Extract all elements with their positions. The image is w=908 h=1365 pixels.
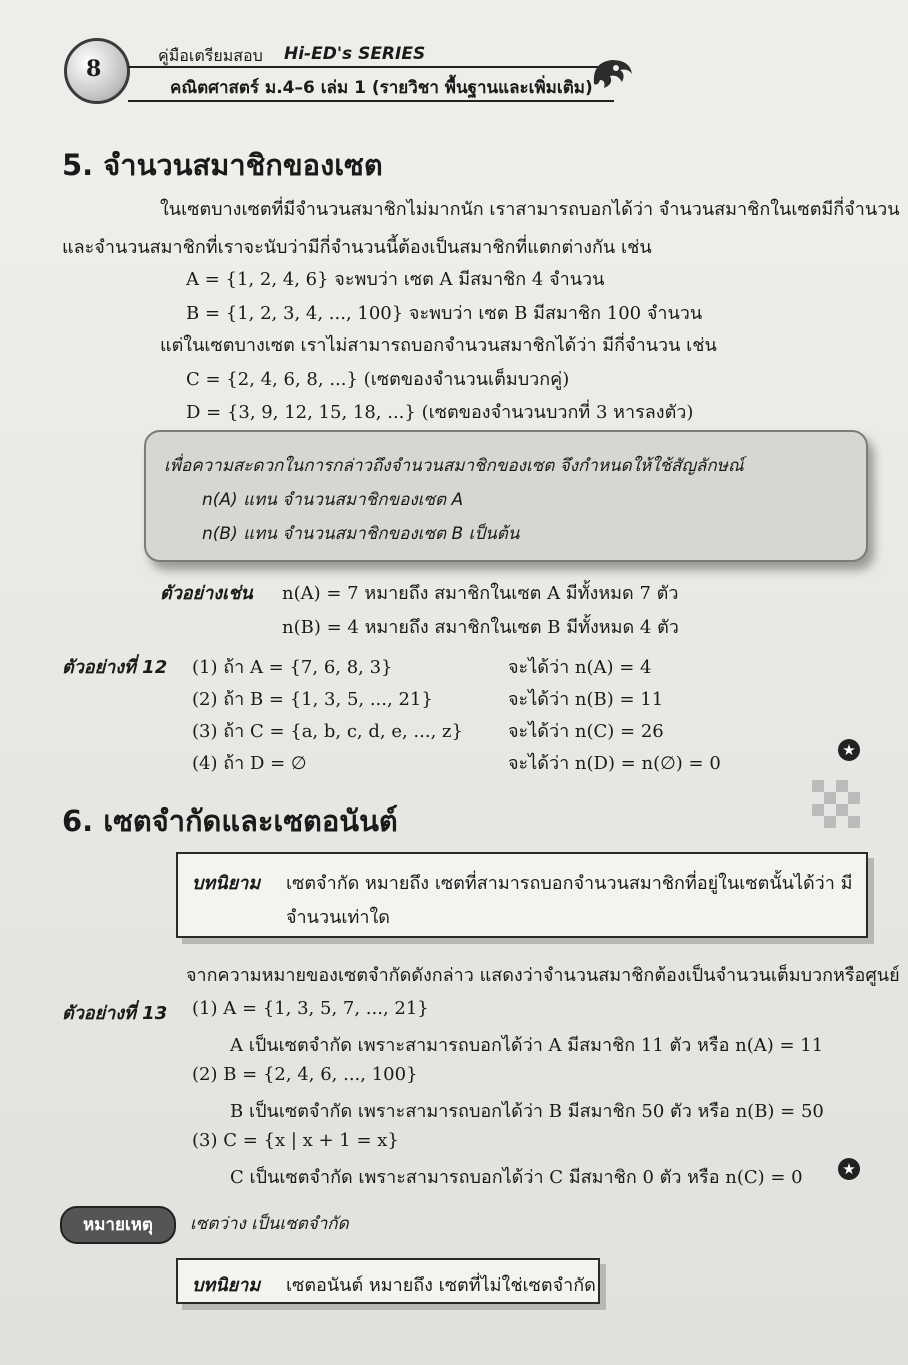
section-5-heading: 5. จำนวนสมาชิกของเซต [62, 148, 383, 182]
set-a-example: A = {1, 2, 4, 6} จะพบว่า เซต A มีสมาชิก 4 จำนวน [186, 269, 605, 290]
example-12-row-4-left: (4) ถ้า D = ∅ [192, 753, 307, 774]
note-line-2: n(A) แทน จำนวนสมาชิกของเซต A [202, 490, 464, 510]
section-6-heading: 6. เซตจำกัดและเซตอนันต์ [62, 804, 398, 838]
example-12-row-3-left: (3) ถ้า C = {a, b, c, d, e, ..., z} [192, 721, 463, 742]
example-12-row-4-right: จะได้ว่า n(D) = n(∅) = 0 [508, 753, 721, 774]
definition-label: บทนิยาม [192, 873, 261, 894]
section-6-paragraph: จากความหมายของเซตจำกัดดังกล่าว แสดงว่าจำนวนสมาชิกต้องเป็นจำนวนเต็มบวกหรือศูนย์ [186, 965, 900, 986]
example-13-set-2: (2) B = {2, 4, 6, ..., 100} [192, 1064, 418, 1085]
header-rule-bottom [128, 100, 614, 102]
remark-badge: หมายเหตุ [60, 1206, 176, 1244]
page-number: 8 [86, 56, 102, 82]
checker-decoration-icon [812, 780, 862, 830]
book-subtitle: คณิตศาสตร์ ม.4–6 เล่ม 1 (รายวิชา พื้นฐานและเพิ่มเติม) [170, 78, 593, 98]
example-13-explain-2: B เป็นเซตจำกัด เพราะสามารถบอกได้ว่า B มีสมาชิก 50 ตัว หรือ n(B) = 50 [230, 1101, 824, 1122]
book-series: Hi-ED's SERIES [284, 44, 426, 64]
example-12-label: ตัวอย่างที่ 12 [62, 657, 168, 678]
set-d-example: D = {3, 9, 12, 15, 18, ...} (เซตของจำนวนบวกที่ 3 หารลงตัว) [186, 402, 694, 423]
end-of-example-star-icon: ★ [838, 1158, 860, 1180]
example-13-explain-1: A เป็นเซตจำกัด เพราะสามารถบอกได้ว่า A มีสมาชิก 11 ตัว หรือ n(A) = 11 [230, 1035, 824, 1056]
example-13-label: ตัวอย่างที่ 13 [62, 1003, 168, 1024]
section-5-paragraph-1: ในเซตบางเซตที่มีจำนวนสมาชิกไม่มากนัก เราสามารถบอกได้ว่า จำนวนสมาชิกในเซตมีกี่จำนวน [160, 199, 900, 220]
set-b-example: B = {1, 2, 3, 4, ..., 100} จะพบว่า เซต B มีสมาชิก 100 จำนวน [186, 303, 703, 324]
definition-line-2: จำนวนเท่าใด [286, 907, 390, 928]
finite-set-definition-box [176, 852, 868, 938]
example-13-explain-3: C เป็นเซตจำกัด เพราะสามารถบอกได้ว่า C มีสมาชิก 0 ตัว หรือ n(C) = 0 [230, 1167, 803, 1188]
example-13-set-3: (3) C = {x | x + 1 = x} [192, 1130, 399, 1151]
section-5-paragraph-2: และจำนวนสมาชิกที่เราจะนับว่ามีกี่จำนวนนี้ต้องเป็นสมาชิกที่แตกต่างกัน เช่น [62, 237, 652, 258]
note-line-3: n(B) แทน จำนวนสมาชิกของเซต B เป็นต้น [202, 524, 520, 544]
set-c-example: C = {2, 4, 6, 8, ...} (เซตของจำนวนเต็มบวกคู่) [186, 369, 570, 390]
notation-note-box [144, 430, 868, 562]
remark-text: เซตว่าง เป็นเซตจำกัด [190, 1214, 349, 1234]
book-emblem-icon [590, 54, 636, 96]
example-12-row-1-right: จะได้ว่า n(A) = 4 [508, 657, 652, 678]
definition-line-1: เซตจำกัด หมายถึง เซตที่สามารถบอกจำนวนสมาชิกที่อยู่ในเซตนั้นได้ว่า มี [286, 873, 853, 894]
infinite-set-definition-text: เซตอนันต์ หมายถึง เซตที่ไม่ใช่เซตจำกัด [286, 1275, 596, 1296]
end-of-example-star-icon: ★ [838, 739, 860, 761]
definition-label: บทนิยาม [192, 1275, 261, 1296]
section-5-paragraph-3: แต่ในเซตบางเซต เราไม่สามารถบอกจำนวนสมาชิกได้ว่า มีกี่จำนวน เช่น [160, 335, 717, 356]
note-line-1: เพื่อความสะดวกในการกล่าวถึงจำนวนสมาชิกของเซต จึงกำหนดให้ใช้สัญลักษณ์ [164, 456, 744, 476]
header-band [0, 0, 908, 120]
header-rule-top [128, 66, 614, 68]
infinite-set-definition-box [176, 1258, 600, 1304]
example-line-2: n(B) = 4 หมายถึง สมาชิกในเซต B มีทั้งหมด 4 ตัว [282, 617, 679, 638]
example-line-1: n(A) = 7 หมายถึง สมาชิกในเซต A มีทั้งหมด 7 ตัว [282, 583, 679, 604]
example-label: ตัวอย่างเช่น [160, 583, 253, 604]
bleed-through [470, 140, 475, 159]
book-top-title: คู่มือเตรียมสอบ [158, 46, 263, 65]
example-13-set-1: (1) A = {1, 3, 5, 7, ..., 21} [192, 998, 429, 1019]
example-12-row-3-right: จะได้ว่า n(C) = 26 [508, 721, 664, 742]
example-12-row-2-right: จะได้ว่า n(B) = 11 [508, 689, 664, 710]
example-12-row-1-left: (1) ถ้า A = {7, 6, 8, 3} [192, 657, 393, 678]
example-12-row-2-left: (2) ถ้า B = {1, 3, 5, ..., 21} [192, 689, 433, 710]
